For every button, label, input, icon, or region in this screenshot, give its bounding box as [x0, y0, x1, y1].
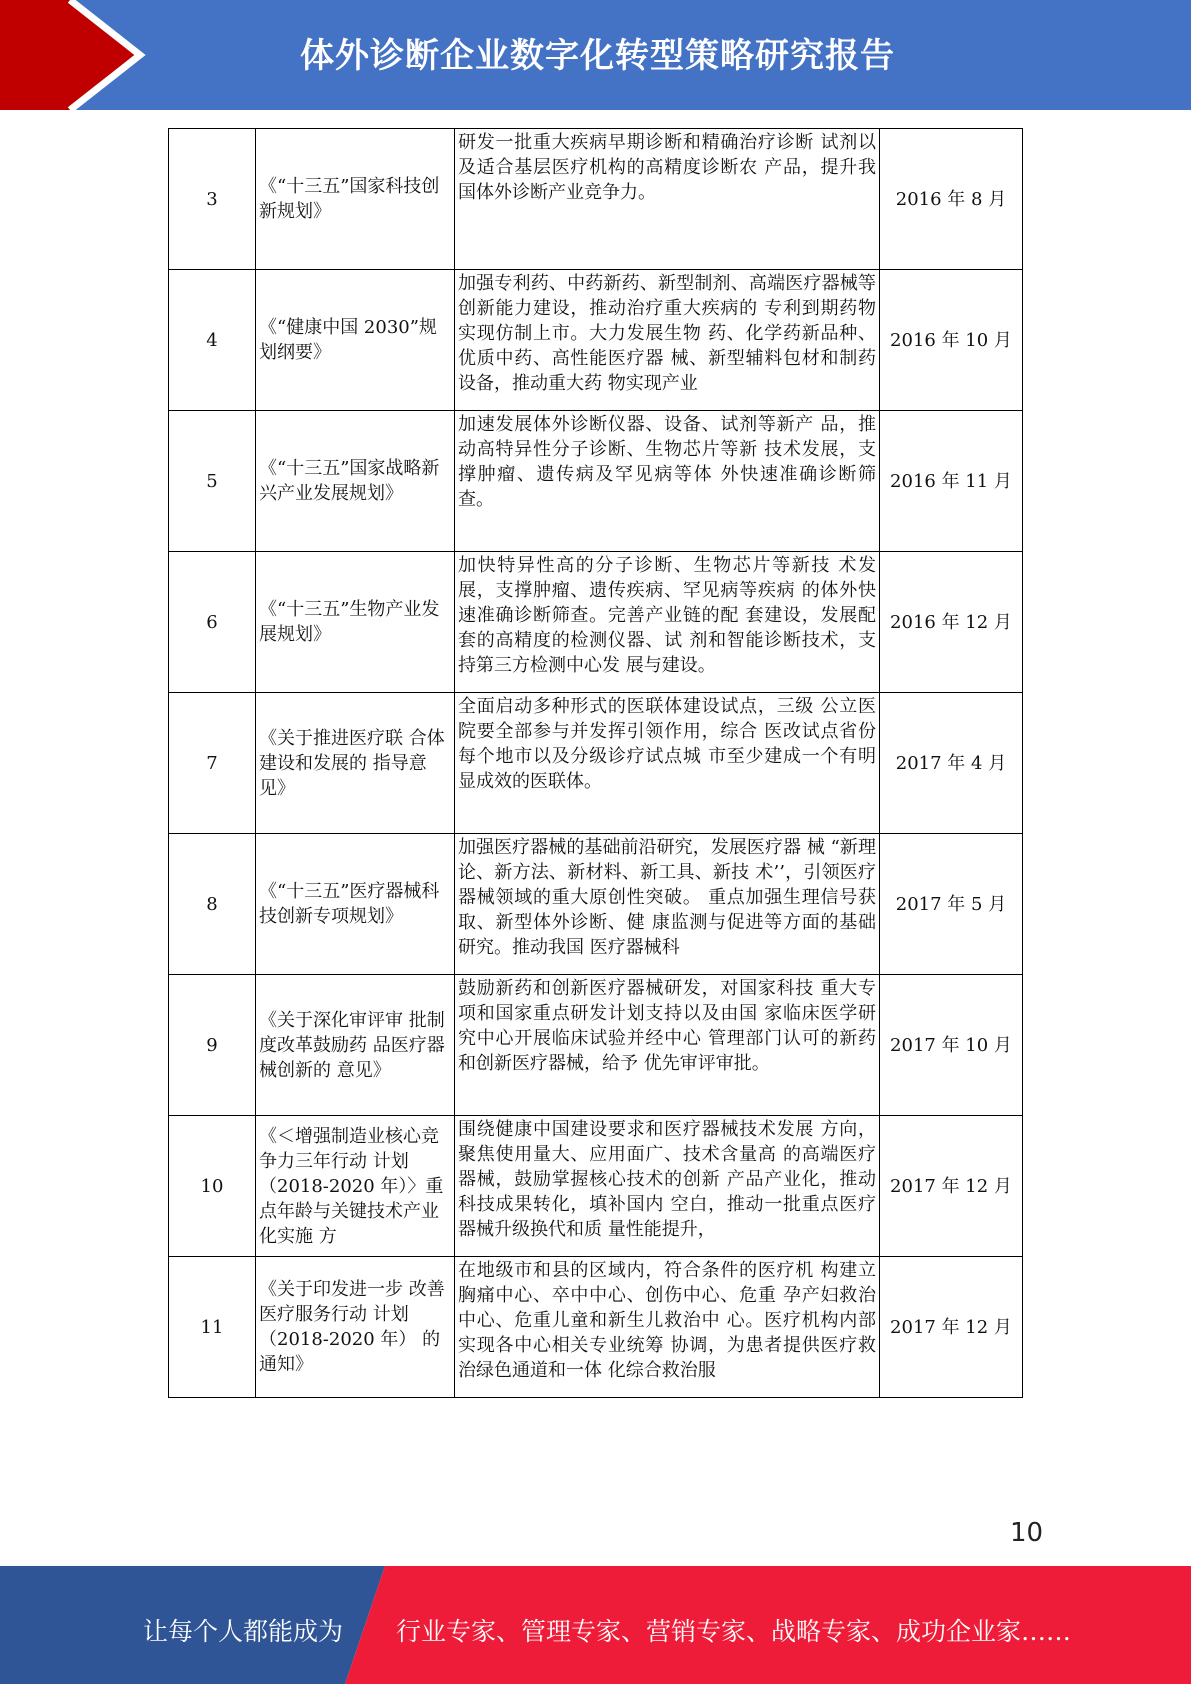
- issue-date-cell: [880, 834, 1023, 975]
- header-banner: [0, 0, 1191, 110]
- row-number: 3: [206, 188, 218, 210]
- policy-content-cell: [455, 411, 880, 552]
- row-number-cell: [169, 975, 256, 1116]
- policy-content: 加速发展体外诊断仪器、设备、试剂等新产 品，推动高特异性分子诊断、生物芯片等新 技术发展，支撑肿瘤、遗传病及罕见病等体 外快速准确诊断筛查。: [458, 414, 876, 510]
- page-number: 10: [1010, 1518, 1044, 1548]
- policy-name-cell: [256, 270, 455, 411]
- policy-content: 围绕健康中国建设要求和医疗器械技术发展 方向，聚焦使用量大、应用面广、技术含量高 的高端医疗器械，鼓励掌握核心技术的创新 产品产业化，推动科技成果转化，填补国内 空白，推动一批重点医疗器械升级换代和质 量性能提升，: [458, 1119, 876, 1240]
- row-number: 4: [206, 329, 218, 351]
- row-number-cell: [169, 693, 256, 834]
- policy-content-cell: [455, 693, 880, 834]
- policy-name-cell: [256, 129, 455, 270]
- row-number-cell: [169, 1116, 256, 1257]
- policy-name: 《关于深化审评审 批制度改革鼓励药 品医疗器械创新的 意见》: [259, 1009, 445, 1081]
- issue-date-cell: [880, 552, 1023, 693]
- policy-content: 加强专利药、中药新药、新型制剂、高端医疗器械等创新能力建设，推动治疗重大疾病的 专利到期药物实现仿制上市。大力发展生物 药、化学药新品种、优质中药、高性能医疗器 械、新型辅料包材和制药设备，推动重大药 物实现产业: [458, 273, 876, 394]
- policy-content: 加强医疗器械的基础前沿研究，发展医疗器 械 “新理论、新方法、新材料、新工具、新技 术’’，引领医疗器械领域的重大原创性突破。 重点加强生理信号获取、新型体外诊断、健 康监测与促进等方面的基础研究。推动我国 医疗器械科: [458, 837, 876, 958]
- policy-content-cell: [455, 1257, 880, 1398]
- policy-name-cell: [256, 975, 455, 1116]
- row-number-cell: [169, 129, 256, 270]
- policy-content: 全面启动多种形式的医联体建设试点，三级 公立医院要全部参与并发挥引领作用，综合 医改试点省份每个地市以及分级诊疗试点城 市至少建成一个有明显成效的医联体。: [458, 696, 876, 792]
- policy-content: 研发一批重大疾病早期诊断和精确治疗诊断 试剂以及适合基层医疗机构的高精度诊断农 产品，提升我国体外诊断产业竞争力。: [458, 132, 876, 203]
- policy-name: 《“十三五”国家战略新兴产业发展规划》: [259, 458, 440, 504]
- policy-name-cell: [256, 411, 455, 552]
- row-number-cell: [169, 270, 256, 411]
- row-number: 10: [200, 1175, 224, 1197]
- row-number-cell: [169, 552, 256, 693]
- table-row: [169, 129, 1023, 270]
- row-number-cell: [169, 1257, 256, 1398]
- policy-content-cell: [455, 552, 880, 693]
- row-number-cell: [169, 411, 256, 552]
- issue-date: 2016 年 11 月: [890, 470, 1012, 492]
- row-number-cell: [169, 834, 256, 975]
- issue-date: 2016 年 8 月: [895, 188, 1007, 210]
- policy-name-cell: [256, 1116, 455, 1257]
- policy-name-cell: [256, 552, 455, 693]
- policy-content: 鼓励新药和创新医疗器械研发，对国家科技 重大专项和国家重点研发计划支持以及由国 家临床医学研究中心开展临床试验并经中心 管理部门认可的新药和创新医疗器械，给予 优先审评审批。: [458, 978, 876, 1074]
- policy-name: 《关于印发进一步 改善医疗服务行动 计划（2018-2020 年） 的通知》: [259, 1279, 445, 1375]
- issue-date-cell: [880, 693, 1023, 834]
- policy-content-cell: [455, 129, 880, 270]
- issue-date-cell: [880, 411, 1023, 552]
- policy-content: 加快特异性高的分子诊断、生物芯片等新技 术发展，支撑肿瘤、遗传疾病、罕见病等疾病 的体外快速准确诊断筛查。完善产业链的配 套建设，发展配套的高精度的检测仪器、试 剂和智能诊断技术，支持第三方检测中心发 展与建设。: [458, 555, 876, 676]
- policy-name-cell: [256, 1257, 455, 1398]
- issue-date: 2017 年 5 月: [895, 893, 1007, 915]
- table-row: [169, 834, 1023, 975]
- footer-slogan-left: 让每个人都能成为: [143, 1617, 344, 1646]
- policy-name-cell: [256, 834, 455, 975]
- issue-date-cell: [880, 129, 1023, 270]
- policy-content-cell: [455, 975, 880, 1116]
- table-row: [169, 1116, 1023, 1257]
- issue-date-cell: [880, 1257, 1023, 1398]
- policy-name: 《“十三五”生物产业发展规划》: [259, 599, 440, 645]
- policy-name: 《“十三五”国家科技创新规划》: [259, 176, 440, 222]
- policy-content-cell: [455, 1116, 880, 1257]
- issue-date: 2017 年 12 月: [890, 1175, 1012, 1197]
- row-number: 9: [206, 1034, 218, 1056]
- row-number: 7: [206, 752, 218, 774]
- issue-date-cell: [880, 975, 1023, 1116]
- issue-date: 2016 年 10 月: [890, 329, 1012, 351]
- table-body: [169, 129, 1023, 1398]
- table-row: [169, 552, 1023, 693]
- issue-date: 2017 年 10 月: [890, 1034, 1012, 1056]
- issue-date-cell: [880, 1116, 1023, 1257]
- row-number: 5: [206, 470, 218, 492]
- report-title: 体外诊断企业数字化转型策略研究报告: [300, 36, 895, 76]
- issue-date: 2017 年 12 月: [890, 1316, 1012, 1338]
- policy-content: 在地级市和县的区域内，符合条件的医疗机 构建立胸痛中心、卒中中心、创伤中心、危重 孕产妇救治中心、危重儿童和新生儿救治中 心。医疗机构内部实现各中心相关专业统筹 协调，为患者提供医疗救治绿色通道和一体 化综合救治服: [458, 1260, 876, 1381]
- policy-name-cell: [256, 693, 455, 834]
- issue-date-cell: [880, 270, 1023, 411]
- policy-name: 《关于推进医疗联 合体建设和发展的 指导意见》: [259, 727, 445, 799]
- footer-slogan-right: 行业专家、管理专家、营销专家、战略专家、成功企业家……: [396, 1617, 1072, 1646]
- policy-name: 《“健康中国 2030”规划纲要》: [259, 317, 437, 363]
- policy-name: 《＜增强制造业核心竞争力三年行动 计划 （2018-2020 年）〉重点年龄与关键技术产业化实施 方: [259, 1125, 444, 1247]
- row-number: 8: [206, 893, 218, 915]
- table-row: [169, 270, 1023, 411]
- table-row: [169, 411, 1023, 552]
- table-row: [169, 1257, 1023, 1398]
- footer-banner: [0, 1566, 1191, 1684]
- table-row: [169, 975, 1023, 1116]
- policy-name: 《“十三五”医疗器械科技创新专项规划》: [259, 881, 440, 927]
- policy-table: [168, 128, 1023, 1398]
- table-row: [169, 693, 1023, 834]
- row-number: 6: [206, 611, 218, 633]
- policy-content-cell: [455, 834, 880, 975]
- row-number: 11: [200, 1316, 224, 1338]
- issue-date: 2016 年 12 月: [890, 611, 1012, 633]
- policy-content-cell: [455, 270, 880, 411]
- issue-date: 2017 年 4 月: [895, 752, 1007, 774]
